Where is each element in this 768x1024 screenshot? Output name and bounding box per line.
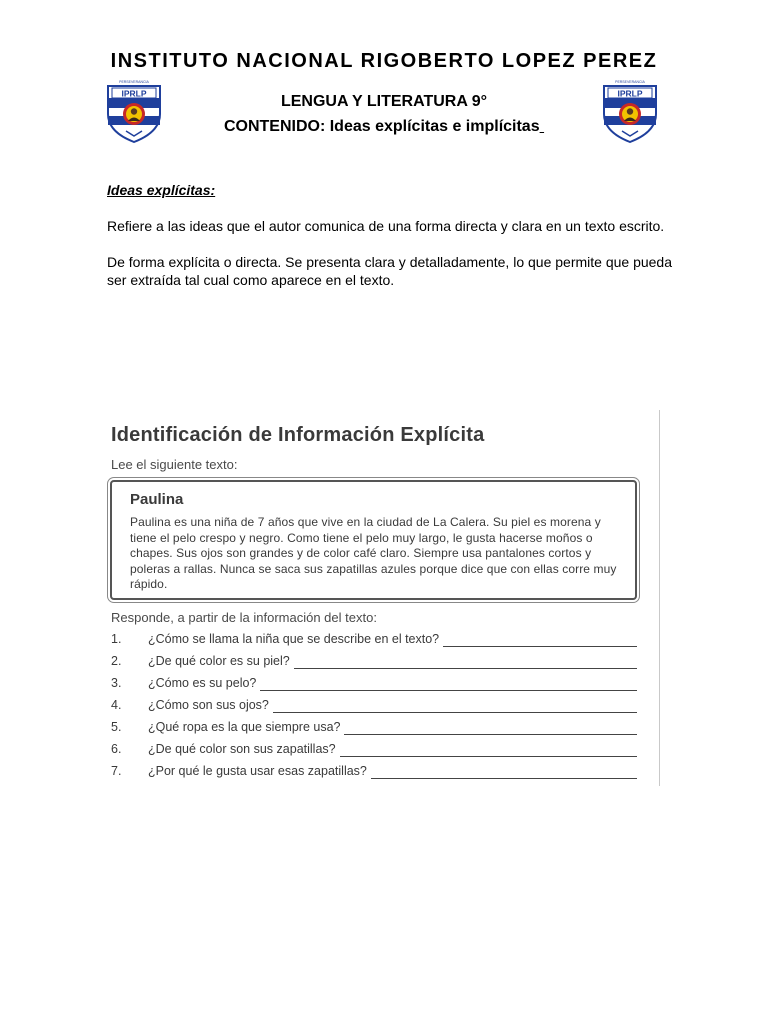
question-row: [111, 632, 631, 650]
question-number: 6.: [111, 742, 122, 756]
question-text: ¿De qué color son sus zapatillas?: [148, 742, 336, 756]
question-number: 2.: [111, 654, 122, 668]
question-text: ¿Por qué le gusta usar esas zapatillas?: [148, 764, 367, 778]
question-text: ¿Cómo son sus ojos?: [148, 698, 269, 712]
answer-line[interactable]: [294, 668, 637, 669]
worksheet-image: [103, 410, 660, 786]
answer-line[interactable]: [340, 756, 637, 757]
question-row: [111, 764, 631, 782]
question-text: ¿Qué ropa es la que siempre usa?: [148, 720, 341, 734]
content-label: CONTENIDO:: [223, 118, 326, 135]
answer-line[interactable]: [443, 646, 637, 647]
answer-line[interactable]: [344, 734, 637, 735]
svg-text:PERSEVERANCIA: PERSEVERANCIA: [119, 80, 149, 84]
svg-text:PERSEVERANCIA: PERSEVERANCIA: [615, 80, 645, 84]
questions-lead: Responde, a partir de la información del texto:: [111, 610, 377, 625]
question-row: [111, 676, 631, 694]
question-row: [111, 654, 631, 672]
story-text: Paulina es una niña de 7 años que vive en la ciudad de La Calera. Su piel es morena y tiene el pelo crespo y negro. Como tiene el pelo muy largo, le gusta hacerse moños o chapes. Sus ojos son grandes y de color café claro. Siempre usa pantalones cortos y poleras a rallas. Nunca se saca sus zapatillas azules porque dice que con ellas corre muy rápido.: [130, 515, 617, 591]
worksheet-lead: Lee el siguiente texto:: [111, 457, 238, 472]
content-title: [0, 118, 768, 136]
svg-text:IPRLP: IPRLP: [617, 88, 643, 99]
question-number: 1.: [111, 632, 122, 646]
question-row: [111, 720, 631, 738]
question-text: ¿De qué color es su piel?: [148, 654, 290, 668]
question-text: ¿Cómo es su pelo?: [148, 676, 257, 690]
answer-line[interactable]: [260, 690, 637, 691]
paragraph-explanation: De forma explícita o directa. Se presenta clara y detalladamente, lo que permite que pueda ser extraída tal cual como aparece en el texto.: [107, 254, 672, 288]
question-row: [111, 698, 631, 716]
question-number: 3.: [111, 676, 122, 690]
worksheet-title: Identificación de Información Explícita: [111, 424, 485, 446]
section-title: Ideas explícitas:: [107, 182, 216, 198]
paragraph-definition: Refiere a las ideas que el autor comunica de una forma directa y clara en un texto escrito.: [107, 218, 665, 234]
question-row: [111, 742, 631, 760]
story-box: [110, 480, 637, 600]
question-number: 5.: [111, 720, 122, 734]
question-number: 7.: [111, 764, 122, 778]
answer-line[interactable]: [371, 778, 637, 779]
answer-line[interactable]: [273, 712, 637, 713]
subject-title: LENGUA Y LITERATURA 9°: [280, 93, 488, 110]
question-text: ¿Cómo se llama la niña que se describe en el texto?: [148, 632, 440, 646]
question-number: 4.: [111, 698, 122, 712]
story-title: Paulina: [130, 491, 184, 508]
school-title: INSTITUTO NACIONAL RIGOBERTO LOPEZ PEREZ: [110, 50, 658, 72]
content-value: Ideas explícitas e implícitas: [329, 118, 540, 135]
logo-text: IPRLP: [121, 88, 147, 99]
